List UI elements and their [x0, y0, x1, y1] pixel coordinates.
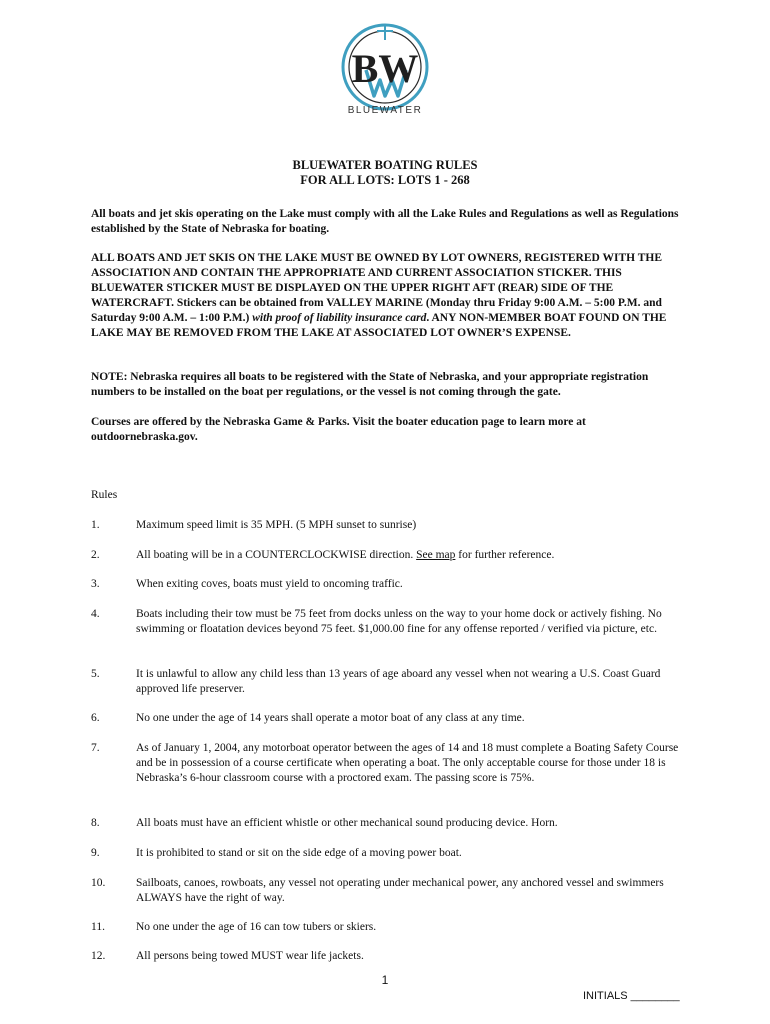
- rule-text: As of January 1, 2004, any motorboat operator between the ages of 14 and 18 must complete a Boating Safety Course and be in possession of a course certificate when operating a boat. The only acceptable course for those under 18 is Nebraska’s 6-hour classroom course with a proctored exam. The passing score is 75%.: [136, 742, 679, 784]
- rule-text: Maximum speed limit is 35 MPH. (5 MPH sunset to sunrise): [136, 519, 417, 531]
- rule-text: All persons being towed MUST wear life jackets.: [136, 950, 364, 962]
- title-line-1: BLUEWATER BOATING RULES: [292, 158, 478, 172]
- rule-text: Boats including their tow must be 75 feet from docks unless on the way to your home dock or actively fishing. No swimming or floatation devices beyond 75 feet. $1,000.00 fine for any offense reported / verified via picture, etc.: [136, 608, 662, 635]
- rule-text: When exiting coves, boats must yield to oncoming traffic.: [136, 578, 403, 590]
- rule-text: No one under the age of 16 can tow tubers or skiers.: [136, 921, 377, 933]
- logo-wordmark: BLUEWATER: [347, 105, 423, 116]
- logo-letters: BW: [351, 46, 419, 91]
- intro-paragraph-2: [91, 251, 691, 341]
- rule-number: 12.: [91, 950, 106, 962]
- rule-number: 1.: [91, 519, 100, 531]
- rule-number: 5.: [91, 668, 100, 680]
- rule-number: 9.: [91, 847, 100, 859]
- intro-p2-main: ALL BOATS AND JET SKIS ON THE LAKE MUST BE OWNED BY LOT OWNERS, REGISTERED WITH THE ASSOCIATION AND CONTAIN THE APPROPRIATE AND CURRENT ASSOCIATION STICKER. THIS BLUEWATER STICKER MUST BE DISPLAYED ON THE UPPER RIGHT AFT (REAR) SIDE OF THE WATERCRAFT. Stickers can be obtained from VALLEY MARINE (Monday thru Friday 9:00 A.M. – 5:00 P.M. and Saturday 9:00 A.M. – 1:00 P.M.): [91, 252, 663, 324]
- initials-line: INITIALS ________: [583, 990, 680, 1002]
- title-line-2: FOR ALL LOTS: LOTS 1 - 268: [300, 173, 470, 187]
- rule-number: 4.: [91, 608, 100, 620]
- intro-paragraph-3: NOTE: Nebraska requires all boats to be registered with the State of Nebraska, and your appropriate registration numbers to be installed on the boat per regulations, or the vessel is not coming through the gate.: [91, 371, 649, 398]
- rule-text: It is unlawful to allow any child less than 13 years of age aboard any vessel when not wearing a U.S. Coast Guard approved life preserver.: [136, 668, 661, 695]
- rule-number: 8.: [91, 817, 100, 829]
- intro-paragraph-4: Courses are offered by the Nebraska Game & Parks. Visit the boater education page to learn more at outdoornebraska.gov.: [91, 416, 586, 443]
- rules-heading: Rules: [91, 489, 118, 501]
- rule-text: No one under the age of 14 years shall operate a motor boat of any class at any time.: [136, 712, 525, 724]
- rule-number: 2.: [91, 549, 100, 561]
- rule-text: Sailboats, canoes, rowboats, any vessel not operating under mechanical power, any anchored vessel and swimmers ALWAYS have the right of way.: [136, 877, 664, 904]
- see-map-link[interactable]: See map: [416, 549, 456, 561]
- intro-p2-italic: with proof of liability insurance card: [252, 312, 427, 324]
- rule-number: 11.: [91, 921, 105, 933]
- page-title: [0, 158, 770, 188]
- rule-number: 10.: [91, 877, 106, 889]
- rule-text: It is prohibited to stand or sit on the side edge of a moving power boat.: [136, 847, 462, 859]
- intro-paragraph-1: All boats and jet skis operating on the Lake must comply with all the Lake Rules and Regulations as well as Regulations established by the State of Nebraska for boating.: [91, 208, 679, 235]
- rule-text: [136, 548, 691, 563]
- page-number: 1: [381, 973, 389, 987]
- rule-text-part: for further reference.: [455, 549, 555, 561]
- rule-text: All boats must have an efficient whistle or other mechanical sound producing device. Horn.: [136, 817, 558, 829]
- rule-number: 6.: [91, 712, 100, 724]
- intro-p2-end: . ANY NON-MEMBER BOAT FOUND ON THE LAKE MAY BE REMOVED FROM THE LAKE AT ASSOCIATED LOT OWNER’S EXPENSE.: [91, 312, 667, 339]
- rule-number: 7.: [91, 742, 100, 754]
- rule-number: 3.: [91, 578, 100, 590]
- rule-text-part: All boating will be in a COUNTERCLOCKWISE direction.: [136, 549, 417, 561]
